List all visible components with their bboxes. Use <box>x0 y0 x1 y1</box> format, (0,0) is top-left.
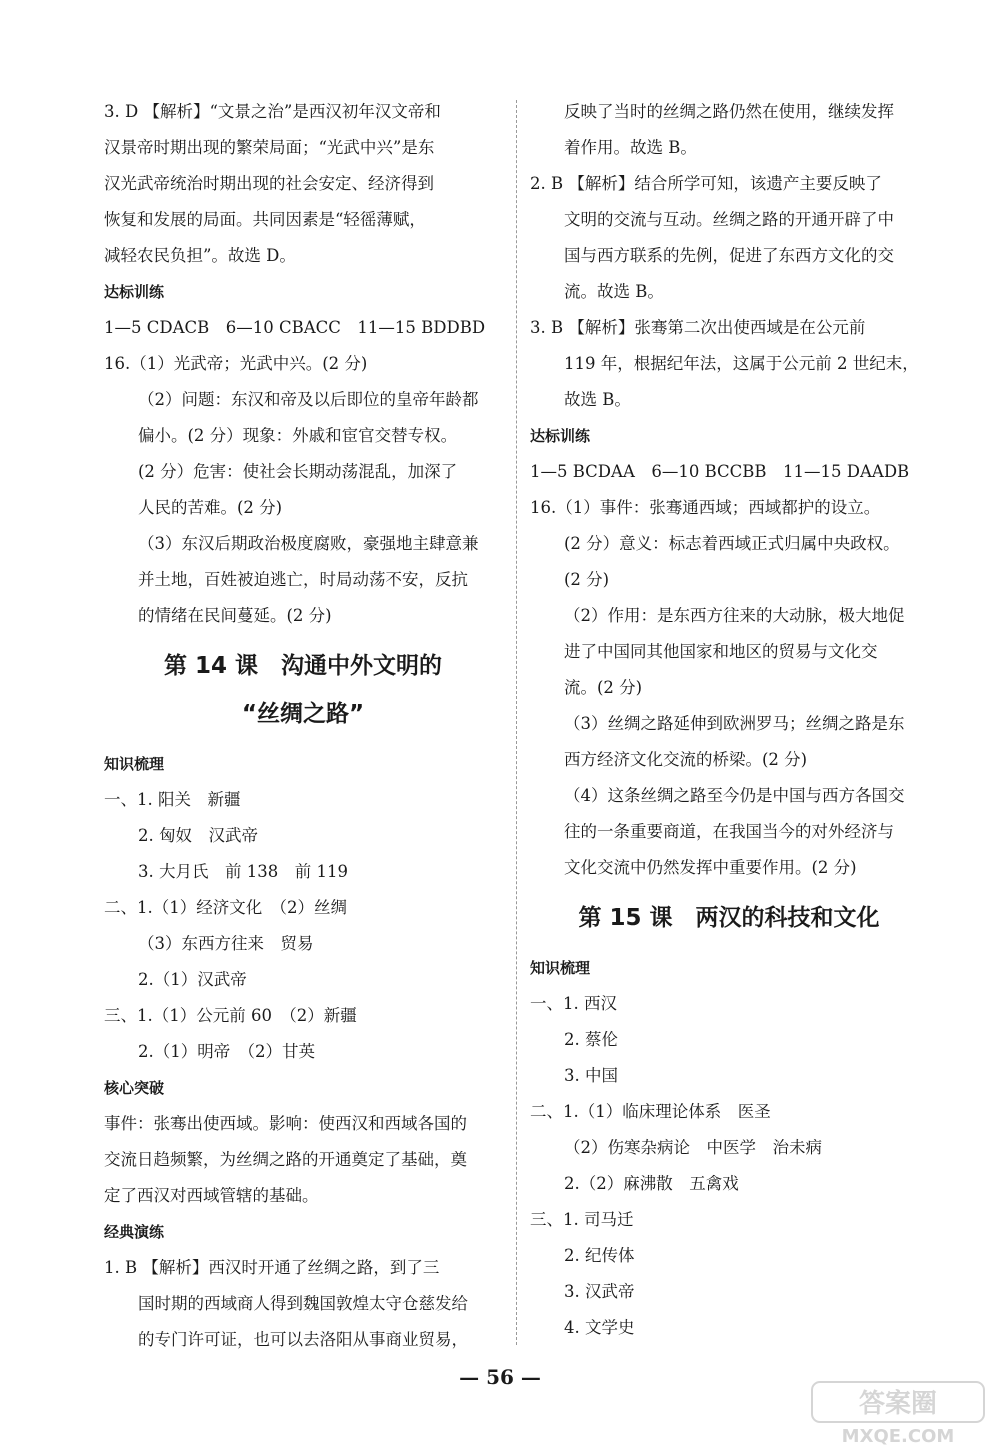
section-heading: 知识梳理 <box>104 755 165 773</box>
text-line: 文化交流中仍然发挥中重要作用。(2 分) <box>564 858 857 877</box>
text-line: (2 分）意义：标志着西域正式归属中央政权。 <box>564 534 900 553</box>
spacer <box>530 942 928 950</box>
text-line: 一、1. 阳关 新疆 <box>104 790 241 809</box>
text-line: 3. B 【解析】张骞第二次出使西域是在公元前 <box>530 318 866 337</box>
text-line: （3）丝绸之路延伸到欧洲罗马；丝绸之路是东 <box>564 714 905 733</box>
text-line: 3. D 【解析】“文景之治”是西汉初年汉文帝和 <box>104 102 441 121</box>
text-line: （2）问题：东汉和帝及以后即位的皇帝年龄都 <box>138 390 479 409</box>
text-line: 1. B 【解析】西汉时开通了丝绸之路，到了三 <box>104 1258 440 1277</box>
text-line: 流。故选 B。 <box>564 282 664 301</box>
section-heading: 知识梳理 <box>530 959 591 977</box>
text-line: 往的一条重要商道，在我国当今的对外经济与 <box>564 822 894 841</box>
spacer <box>104 634 502 642</box>
answer-line: 2. 蔡伦 <box>564 1030 618 1049</box>
text-line: 进了中国同其他国家和地区的贸易与文化交 <box>564 642 878 661</box>
text-line: （4）这条丝绸之路至今仍是中国与西方各国交 <box>564 786 905 805</box>
text-line: 三、1.（1）公元前 60 （2）新疆 <box>104 1006 357 1025</box>
answer-line: （2）伤寒杂病论 中医学 治未病 <box>564 1138 822 1157</box>
text-line: 事件：张骞出使西域。影响：使西汉和西域各国的 <box>104 1114 467 1133</box>
spacer <box>530 886 928 894</box>
page-number: — 56 — <box>459 1365 541 1389</box>
answer-line: （3）东西方往来 贸易 <box>138 934 314 953</box>
text-line: （3）东汉后期政治极度腐败，豪强地主肆意兼 <box>138 534 479 553</box>
text-line: 着作用。故选 B。 <box>564 138 697 157</box>
lesson-title: 第 15 课 两汉的科技和文化 <box>578 905 880 931</box>
section-heading: 达标训练 <box>530 427 591 445</box>
lesson-title: 第 14 课 沟通中外文明的 <box>163 653 443 679</box>
section-heading: 达标训练 <box>104 283 165 301</box>
watermark-logo <box>810 1380 986 1446</box>
text-line: (2 分）危害：使社会长期动荡混乱，加深了 <box>138 462 458 481</box>
section-heading: 核心突破 <box>104 1079 165 1097</box>
text-line: 16.（1）光武帝；光武中兴。(2 分) <box>104 354 368 373</box>
answer-line: 2.（2）麻沸散 五禽戏 <box>564 1174 739 1193</box>
spacer <box>104 738 502 746</box>
section-heading: 经典演练 <box>104 1223 165 1241</box>
watermark-top: 答案圈 <box>858 1389 938 1419</box>
text-line: 汉景帝时期出现的繁荣局面；“光武中兴”是东 <box>104 138 435 157</box>
text-line: 二、1.（1）临床理论体系 医圣 <box>530 1102 771 1121</box>
text-line: 16.（1）事件：张骞通西域；西域都护的设立。 <box>530 498 881 517</box>
text-line: 流。(2 分) <box>564 678 643 697</box>
answer-line: 3. 大月氏 前 138 前 119 <box>138 862 348 881</box>
text-line: 的情绪在民间蔓延。(2 分) <box>138 606 332 625</box>
text-line: 故选 B。 <box>564 390 631 409</box>
column-divider <box>516 100 517 1345</box>
watermark-bottom: MXQE.COM <box>841 1426 955 1446</box>
answer-line: 2.（1）汉武帝 <box>138 970 247 989</box>
text-line: 恢复和发展的局面。共同因素是“轻徭薄赋， <box>104 210 426 229</box>
text-line: 交流日趋频繁，为丝绸之路的开通奠定了基础，奠 <box>104 1150 467 1169</box>
text-line: 汉光武帝统治时期出现的社会安定、经济得到 <box>104 174 434 193</box>
text-line: 一、1. 西汉 <box>530 994 617 1013</box>
text-line: 三、1. 司马迁 <box>530 1210 634 1229</box>
text-line: 1—5 BCDAA 6—10 BCCBB 11—15 DAADB <box>530 462 910 481</box>
text-line: 定了西汉对西域管辖的基础。 <box>104 1186 319 1205</box>
answer-line: 2. 匈奴 汉武帝 <box>138 826 258 845</box>
text-line: (2 分) <box>564 570 610 589</box>
text-line: 1—5 CDACB 6—10 CBACC 11—15 BDDBD <box>104 318 486 337</box>
text-line: 的专门许可证，也可以去洛阳从事商业贸易， <box>138 1330 468 1349</box>
answer-line: 3. 汉武帝 <box>564 1282 635 1301</box>
text-line: 二、1.（1）经济文化 （2）丝绸 <box>104 898 347 917</box>
answer-line: 2.（1）明帝 （2）甘英 <box>138 1042 315 1061</box>
answer-line: 3. 中国 <box>564 1066 618 1085</box>
text-line: 119 年，根据纪年法，这属于公元前 2 世纪末， <box>564 354 919 373</box>
text-line: 西方经济文化交流的桥梁。(2 分) <box>564 750 808 769</box>
answer-line: 2. 纪传体 <box>564 1246 635 1265</box>
answer-line: 4. 文学史 <box>564 1318 635 1337</box>
text-line: 偏小。(2 分）现象：外戚和宦官交替专权。 <box>138 426 458 445</box>
text-line: 减轻农民负担”。故选 D。 <box>104 246 296 265</box>
left-column <box>104 94 502 1358</box>
right-column <box>530 94 928 1346</box>
text-line: 反映了当时的丝绸之路仍然在使用，继续发挥 <box>564 102 894 121</box>
text-line: 并土地，百姓被迫逃亡，时局动荡不安，反抗 <box>138 570 468 589</box>
text-line: 人民的苦难。(2 分) <box>138 498 283 517</box>
text-line: （2）作用：是东西方往来的大动脉，极大地促 <box>564 606 905 625</box>
text-line: 国与西方联系的先例，促进了东西方文化的交 <box>564 246 894 265</box>
text-line: 文明的交流与互动。丝绸之路的开通开辟了中 <box>564 210 894 229</box>
lesson-title: “丝绸之路” <box>241 701 365 727</box>
text-line: 国时期的西域商人得到魏国敦煌太守仓慈发给 <box>138 1294 468 1313</box>
text-line: 2. B 【解析】结合所学可知，该遗产主要反映了 <box>530 174 882 193</box>
